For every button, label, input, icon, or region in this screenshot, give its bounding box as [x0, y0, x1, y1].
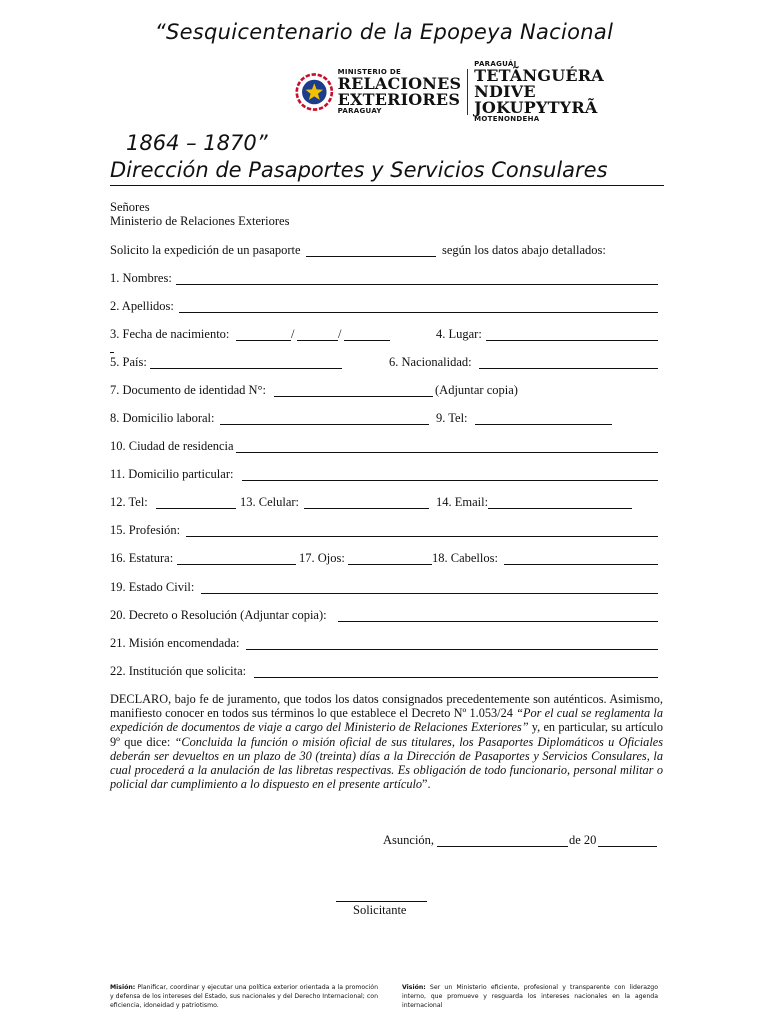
tel-9-field[interactable] [475, 424, 612, 425]
estatura-field[interactable] [177, 564, 296, 565]
passport-type-field[interactable] [306, 256, 436, 257]
fecha-label: 3. Fecha de nacimiento: [110, 327, 230, 341]
salutation-line2: Ministerio de Relaciones Exteriores [110, 214, 290, 228]
mision-footer-label: Misión: [110, 984, 136, 991]
footer-mision [110, 983, 378, 1010]
asuncion-label: Asunción, [383, 833, 435, 847]
date-year-field[interactable] [598, 846, 657, 847]
ciudad-field[interactable] [236, 452, 658, 453]
logo-gn-line1: TETÃNGUÉRA NDIVE [474, 66, 604, 101]
declaration-quote1: “Por el cual se reglamenta la expedición de documentos de viaje a cargo del Ministerio de Relaciones Exteriores” [110, 706, 663, 735]
mision-label: 21. Misión encomendada: [110, 636, 240, 650]
profesion-label: 15. Profesión: [110, 523, 181, 537]
cabellos-field[interactable] [504, 564, 658, 565]
vision-footer-label: Visión: [402, 984, 426, 991]
institucion-label: 22. Institución que solicita: [110, 664, 247, 678]
page-title: Dirección de Pasaportes y Servicios Consulares [110, 158, 608, 182]
logo-guarani-text [474, 61, 647, 123]
request-prefix: Solicito la expedición de un pasaporte [110, 243, 301, 257]
declaration-part1: DECLARO, bajo fe de juramento, que todos los datos consignados precedentemente son auténticos. Asimismo, manifiesto conocer en todos sus términos lo que establece el Decreto Nº 1.053/24 [110, 692, 663, 721]
nacionalidad-label: 6. Nacionalidad: [389, 355, 472, 369]
apellidos-label: 2. Apellidos: [110, 299, 174, 313]
cabellos-label: 18. Cabellos: [432, 551, 498, 565]
declaration-part2: y, en particular, su artículo 9º que dice: [110, 720, 663, 749]
declaration-quote2: “Concluida la función o misión oficial de sus titulares, los Pasaportes Diplomáticos u Oficiales deberán ser devueltos en un plazo de 30 (treinta) días a la Dirección de Pasaportes y Servicios Consulares, la cual procederá a la anulación de las libretas respectivas. Es obligación de todo funcionario, personal militar o policial dar cumplimiento a lo dispuesto en el presente artículo [110, 734, 663, 792]
vision-footer-text: Ser un Ministerio eficiente, profesional y transparente con liderazgo interno, que promueve y resguarda los intereses nacionales en la agenda internacional [402, 984, 658, 1009]
email-field[interactable] [488, 508, 632, 509]
estatura-label: 16. Estatura: [110, 551, 174, 565]
documento-field[interactable] [274, 396, 433, 397]
logo-gn-bottom: MOTENONDEHA [474, 115, 540, 123]
tel-12-field[interactable] [156, 508, 236, 509]
stray-mark [110, 352, 114, 353]
year-prefix-label: de 20 [569, 833, 597, 847]
institucion-field[interactable] [254, 677, 658, 678]
ciudad-label: 10. Ciudad de residencia [110, 439, 234, 453]
pais-label: 5. País: [110, 355, 147, 369]
fecha-year-field[interactable] [344, 340, 390, 341]
nombres-field[interactable] [176, 284, 658, 285]
date-day-month-field[interactable] [437, 846, 568, 847]
tel-12-label: 12. Tel: [110, 495, 148, 509]
logo-es-country: PARAGUAY [337, 107, 382, 115]
domicilio-laboral-field[interactable] [220, 424, 429, 425]
salutation-line1: Señores [110, 200, 150, 214]
paraguay-seal-icon [295, 70, 334, 114]
pais-field[interactable] [150, 368, 342, 369]
apellidos-field[interactable] [179, 312, 658, 313]
ojos-label: 17. Ojos: [299, 551, 345, 565]
footer-vision [402, 983, 658, 1010]
celular-field[interactable] [304, 508, 429, 509]
documento-label: 7. Documento de identidad N°: [110, 383, 267, 397]
fecha-day-field[interactable] [236, 340, 291, 341]
profesion-field[interactable] [186, 536, 658, 537]
request-suffix: según los datos abajo detallados: [442, 243, 606, 257]
decreto-field[interactable] [338, 621, 658, 622]
logo-gn-small: PARAGUÁI [474, 60, 517, 68]
nacionalidad-field[interactable] [479, 368, 658, 369]
adjuntar-note: (Adjuntar copia) [435, 383, 518, 397]
fecha-slash-1: / [291, 327, 295, 341]
fecha-month-field[interactable] [297, 340, 338, 341]
estado-civil-label: 19. Estado Civil: [110, 580, 195, 594]
logo-gn-line2: JOKUPYTYRÃ [474, 98, 598, 117]
header-commemorative-title: “Sesquicentenario de la Epopeya Nacional [154, 20, 614, 44]
header-divider [110, 185, 664, 186]
nombres-label: 1. Nombres: [110, 271, 172, 285]
logo-es-small: MINISTERIO DE [337, 68, 402, 76]
domicilio-laboral-label: 8. Domicilio laboral: [110, 411, 215, 425]
logo-separator [467, 69, 468, 115]
email-label: 14. Email: [436, 495, 489, 509]
mision-footer-text: Planificar, coordinar y ejecutar una política exterior orientada a la promoción y defensa de los intereses del Estado, sus nacionales y del Derecho Internacional; con eficiencia, idoneidad y patriotismo. [110, 984, 378, 1009]
signature-line[interactable] [336, 901, 427, 902]
ojos-field[interactable] [348, 564, 432, 565]
mision-field[interactable] [246, 649, 658, 650]
header-years: 1864 – 1870” [126, 131, 268, 155]
domicilio-particular-field[interactable] [242, 480, 658, 481]
estado-civil-field[interactable] [201, 593, 658, 594]
tel-9-label: 9. Tel: [436, 411, 468, 425]
ministry-logo [287, 56, 647, 128]
logo-es-line1: RELACIONES [337, 74, 462, 93]
logo-spanish-text [338, 69, 462, 115]
declaration-end: ”. [422, 777, 431, 792]
fecha-slash-2: / [338, 327, 342, 341]
logo-es-line2: EXTERIORES [337, 90, 461, 109]
decreto-label: 20. Decreto o Resolución (Adjuntar copia): [110, 608, 327, 622]
lugar-label: 4. Lugar: [436, 327, 482, 341]
domicilio-particular-label: 11. Domicilio particular: [110, 467, 234, 481]
solicitante-label: Solicitante [353, 903, 407, 917]
celular-label: 13. Celular: [240, 495, 300, 509]
sworn-declaration [110, 692, 663, 791]
lugar-field[interactable] [486, 340, 658, 341]
